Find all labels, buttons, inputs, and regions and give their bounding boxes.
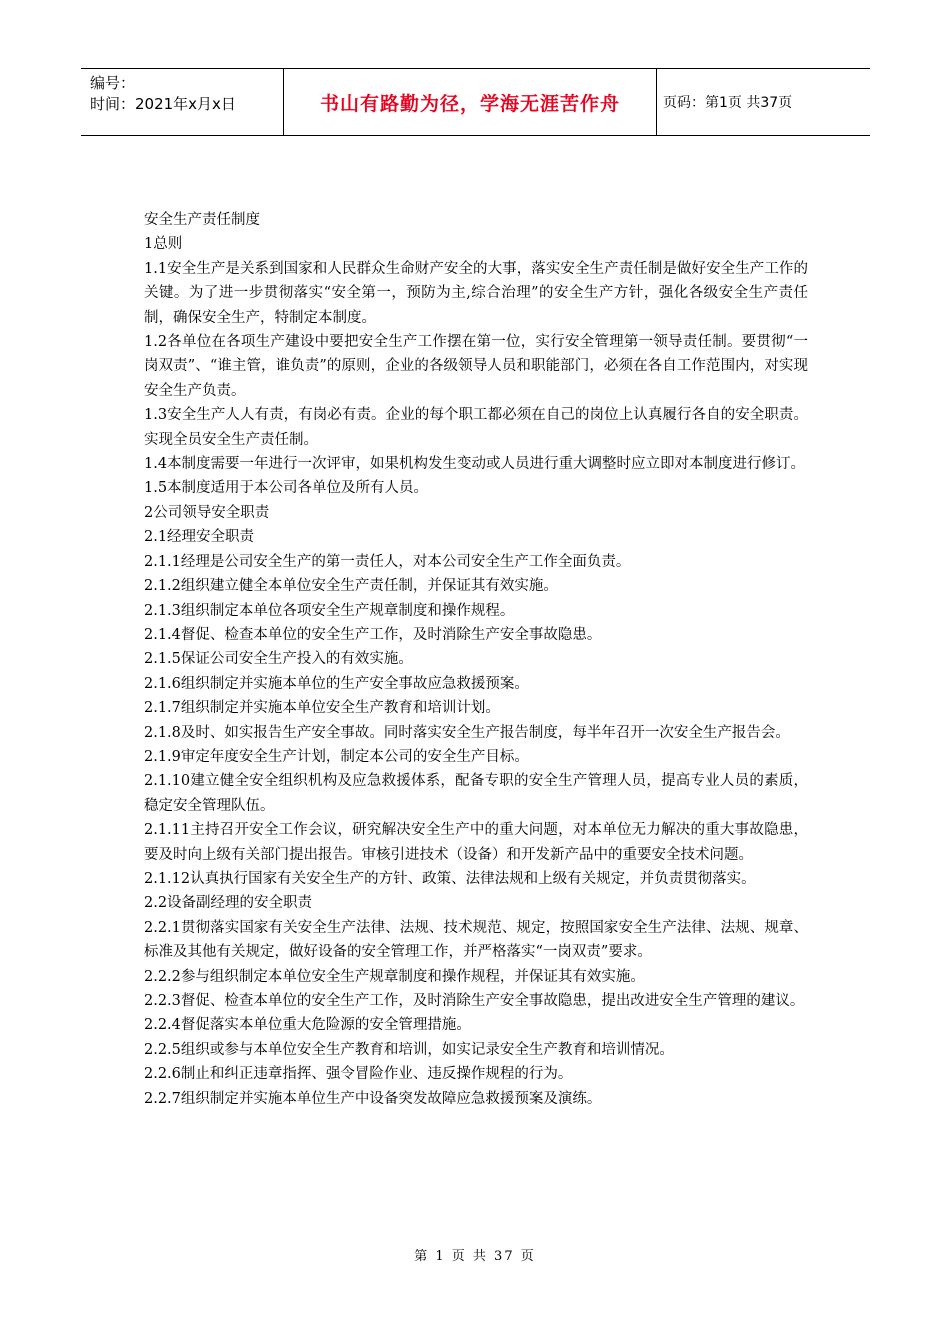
body-paragraph: 2.2.6制止和纠正违章指挥、强令冒险作业、违反操作规程的行为。 <box>144 1066 573 1083</box>
body-paragraph: 1.1安全生产是关系到国家和人民群众生命财产安全的大事，落实安全生产责任制是做好安全生产工作的关键。为了进一步贯彻落实“安全第一，预防为主,综合治理”的安全生产方针，强化各级安全生产责任制，确保安全生产，特制定本制度。 <box>144 260 808 326</box>
header-meta <box>81 69 283 135</box>
body-paragraph: 2.1.1经理是公司安全生产的第一责任人，对本公司安全生产工作全面负责。 <box>144 553 631 570</box>
body-paragraph: 2.1.7组织制定并实施本单位安全生产教育和培训计划。 <box>144 700 500 717</box>
body-paragraph: 1总则 <box>144 236 183 253</box>
body-paragraph: 2.2.1贯彻落实国家有关安全生产法律、法规、技术规范、规定，按照国家安全生产法律、法规、规章、标准及其他有关规定，做好设备的安全管理工作，并严格落实“一岗双责”要求。 <box>144 919 808 961</box>
body-paragraph: 2.2.5组织或参与本单位安全生产教育和培训，如实记录安全生产教育和培训情况。 <box>144 1041 674 1058</box>
body-paragraph: 2.1.8及时、如实报告生产安全事故。同时落实安全生产报告制度，每半年召开一次安全生产报告会。 <box>144 724 790 741</box>
body-paragraph: 2.1.5保证公司安全生产投入的有效实施。 <box>144 651 413 668</box>
body-paragraph: 1.5本制度适用于本公司各单位及所有人员。 <box>144 480 429 497</box>
page-footer: 第 1 页 共 37 页 <box>414 1249 536 1264</box>
header-page-code: 页码：第1页 共37页 <box>663 95 793 111</box>
body-paragraph: 2.2.4督促落实本单位重大危险源的安全管理措施。 <box>144 1017 471 1034</box>
document-body <box>144 208 808 1111</box>
document-header <box>81 68 870 136</box>
body-paragraph: 2.2.2参与组织制定本单位安全生产规章制度和操作规程，并保证其有效实施。 <box>144 968 645 985</box>
body-paragraph: 1.3安全生产人人有责，有岗必有责。企业的每个职工都必须在自己的岗位上认真履行各自的安全职责。实现全员安全生产责任制。 <box>144 407 808 448</box>
body-paragraph: 2.1.9审定年度安全生产计划，制定本公司的安全生产目标。 <box>144 748 529 765</box>
header-motto: 书山有路勤为径，学海无涯苦作舟 <box>283 69 657 135</box>
body-paragraph: 1.4本制度需要一年进行一次评审，如果机构发生变动或人员进行重大调整时应立即对本制度进行修订。 <box>144 456 806 473</box>
body-paragraph: 2.1.4督促、检查本单位的安全生产工作，及时消除生产安全事故隐患。 <box>144 626 602 643</box>
body-paragraph: 2.2.3督促、检查本单位的安全生产工作，及时消除生产安全事故隐患，提出改进安全生产管理的建议。 <box>144 993 805 1009</box>
body-paragraph: 2.1经理安全职责 <box>144 529 255 546</box>
body-paragraph: 2.1.12认真执行国家有关安全生产的方针、政策、法律法规和上级有关规定，并负责贯彻落实。 <box>144 870 756 887</box>
document-title: 安全生产责任制度 <box>144 212 260 228</box>
document-date-label: 时间：2021年x月x日 <box>90 95 236 113</box>
body-paragraph: 2.1.11主持召开安全工作会议，研究解决安全生产中的重大问题，对本单位无力解决的重大事故隐患，要及时向上级有关部门提出报告。审核引进技术（设备）和开发新产品中的重要安全技术问题。 <box>144 822 808 863</box>
body-paragraph: 2公司领导安全职责 <box>144 504 270 521</box>
body-paragraph: 2.1.2组织建立健全本单位安全生产责任制，并保证其有效实施。 <box>144 578 558 595</box>
body-paragraph: 2.2.7组织制定并实施本单位生产中设备突发故障应急救援预案及演练。 <box>144 1090 602 1107</box>
body-paragraph: 2.2设备副经理的安全职责 <box>144 895 313 912</box>
body-paragraph: 2.1.3组织制定本单位各项安全生产规章制度和操作规程。 <box>144 602 515 619</box>
body-paragraph: 1.2各单位在各项生产建设中要把安全生产工作摆在第一位，实行安全管理第一领导责任制。要贯彻“一岗双责”、“谁主管，谁负责”的原则，企业的各级领导人员和职能部门，必须在各自工作范围内，对实现安全生产负责。 <box>144 334 808 399</box>
document-number-label: 编号： <box>90 74 136 92</box>
body-paragraph: 2.1.6组织制定并实施本单位的生产安全事故应急救援预案。 <box>144 675 529 692</box>
body-paragraph: 2.1.10建立健全安全组织机构及应急救援体系，配备专职的安全生产管理人员，提高专业人员的素质，稳定安全管理队伍。 <box>144 773 808 814</box>
